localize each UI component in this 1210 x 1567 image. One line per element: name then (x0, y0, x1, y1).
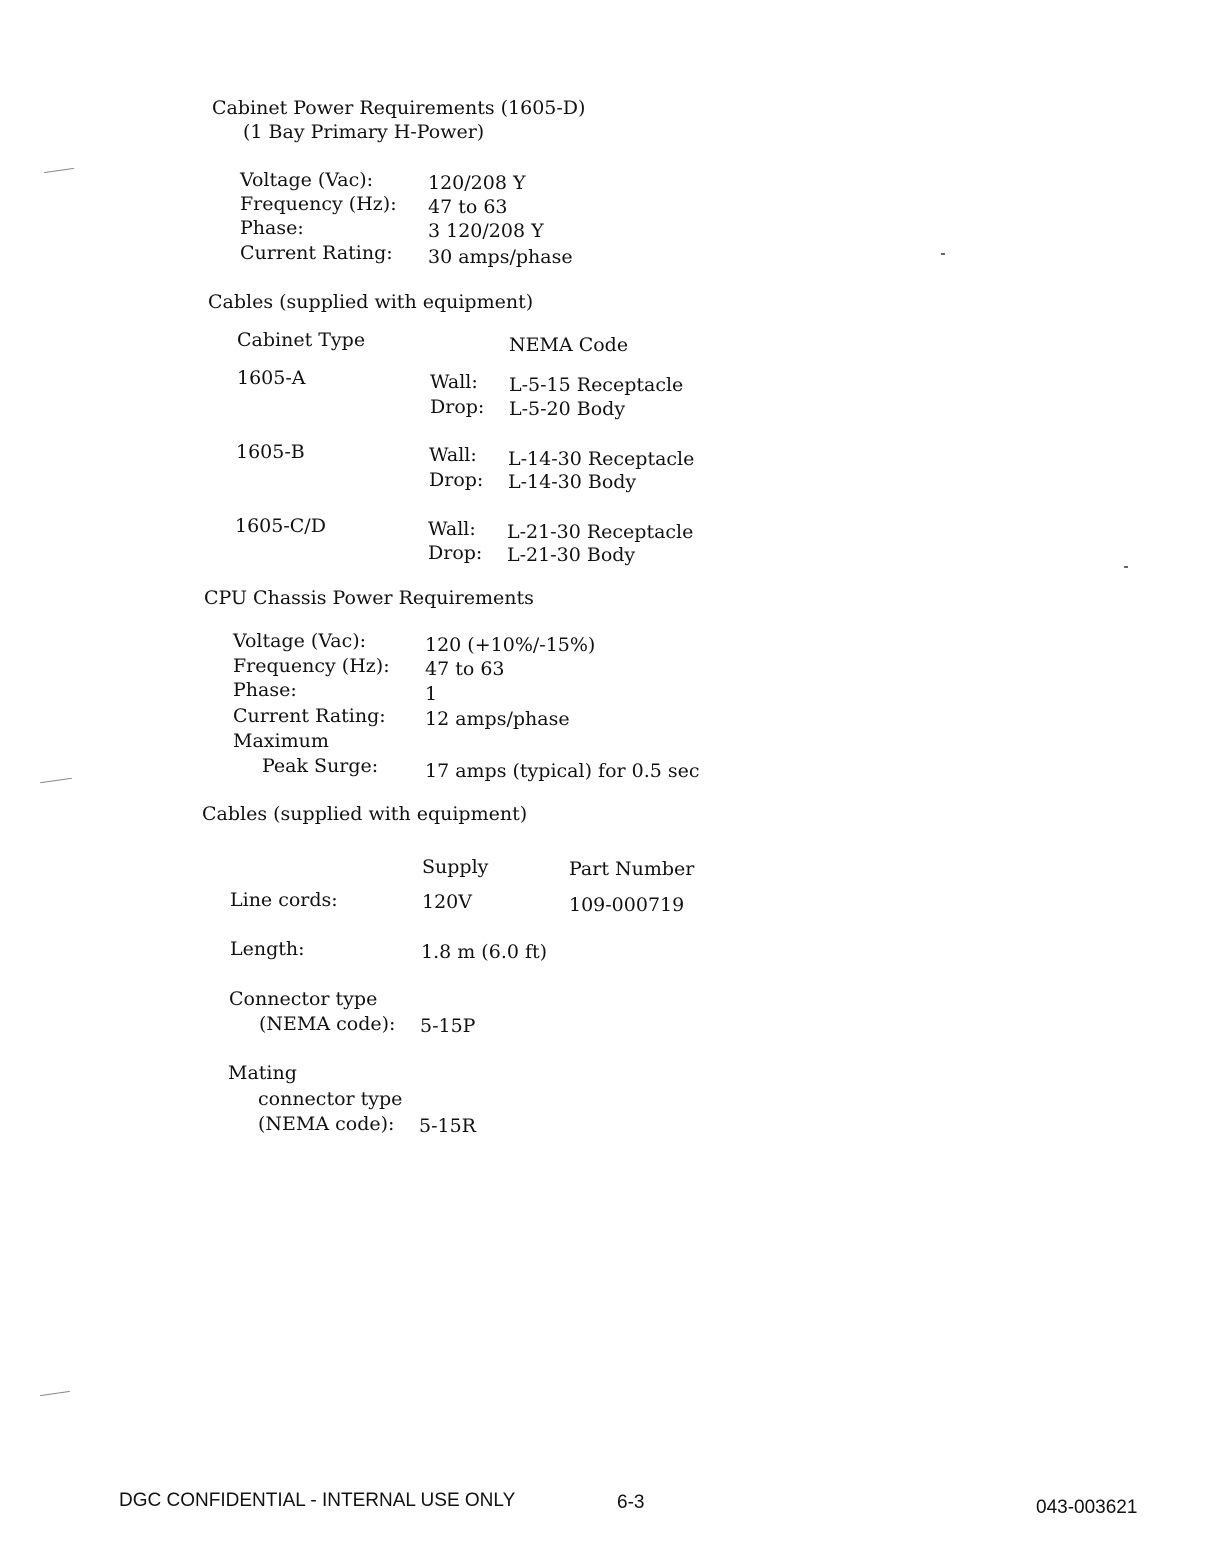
section-title-cabinet-power: Cabinet Power Requirements (1605-D) (212, 97, 586, 119)
cpu-spec-value-voltage: 120 (+10%/-15%) (425, 634, 596, 656)
wall-code-a: L-5-15 Receptacle (509, 374, 684, 396)
cpu-spec-label-current: Current Rating: (233, 705, 386, 727)
cables-title-cpu: Cables (supplied with equipment) (202, 803, 528, 825)
drop-label-b: Drop: (429, 469, 484, 491)
header-nema-code: NEMA Code (509, 334, 629, 356)
line-cords-label: Line cords: (230, 889, 338, 911)
drop-code-a: L-5-20 Body (509, 398, 626, 420)
drop-code-b: L-14-30 Body (508, 471, 637, 493)
drop-code-cd: L-21-30 Body (507, 544, 636, 566)
scan-mark-top (44, 168, 74, 173)
connector-value: 5-15P (420, 1015, 476, 1037)
scan-mark-middle (40, 778, 72, 783)
wall-label-cd: Wall: (428, 518, 476, 540)
section-subtitle: (1 Bay Primary H-Power) (243, 121, 485, 143)
wall-code-b: L-14-30 Receptacle (508, 448, 695, 470)
drop-label-a: Drop: (430, 396, 485, 418)
connector-type-label: Connector type (229, 988, 378, 1010)
cpu-spec-label-frequency: Frequency (Hz): (233, 655, 390, 677)
cpu-spec-label-voltage: Voltage (Vac): (233, 630, 367, 652)
line-cords-supply: 120V (422, 891, 472, 913)
line-cords-part-number: 109-000719 (569, 894, 685, 916)
spec-value-frequency: 47 to 63 (428, 196, 508, 218)
spec-label-voltage: Voltage (Vac): (240, 169, 374, 191)
cpu-spec-value-current: 12 amps/phase (425, 708, 570, 730)
section-title-cpu-power: CPU Chassis Power Requirements (204, 587, 534, 609)
header-cabinet-type: Cabinet Type (237, 329, 366, 351)
cpu-spec-value-frequency: 47 to 63 (425, 658, 505, 680)
scan-speck (941, 253, 945, 255)
cables-title: Cables (supplied with equipment) (208, 291, 534, 313)
scan-mark-bottom (40, 1391, 70, 1396)
spec-label-phase: Phase: (240, 217, 304, 239)
wall-label-b: Wall: (429, 444, 477, 466)
spec-value-phase: 3 120/208 Y (428, 220, 544, 242)
mating-nema-label: (NEMA code): (258, 1113, 395, 1135)
scan-speck (1124, 566, 1128, 568)
mating-value: 5-15R (419, 1115, 476, 1137)
spec-value-voltage: 120/208 Y (428, 172, 526, 194)
cpu-spec-label-phase: Phase: (233, 679, 297, 701)
cpu-spec-value-peak-surge: 17 amps (typical) for 0.5 sec (425, 760, 700, 782)
cpu-spec-label-maximum: Maximum (233, 730, 329, 752)
connector-nema-label: (NEMA code): (259, 1013, 396, 1035)
footer-confidential: DGC CONFIDENTIAL - INTERNAL USE ONLY (119, 1490, 516, 1511)
cpu-spec-value-phase: 1 (425, 683, 438, 705)
footer-page-number: 6-3 (617, 1492, 645, 1513)
cabinet-type-a: 1605-A (237, 367, 306, 389)
header-supply: Supply (422, 856, 489, 878)
spec-label-frequency: Frequency (Hz): (240, 193, 397, 215)
footer-doc-number: 043-003621 (1036, 1497, 1138, 1518)
header-part-number: Part Number (569, 858, 695, 880)
length-value: 1.8 m (6.0 ft) (421, 941, 548, 963)
length-label: Length: (230, 938, 305, 960)
cpu-spec-label-peak-surge: Peak Surge: (262, 755, 379, 777)
cabinet-type-cd: 1605-C/D (235, 515, 326, 537)
spec-value-current: 30 amps/phase (428, 246, 573, 268)
cabinet-type-b: 1605-B (236, 441, 305, 463)
mating-connector-type-label: connector type (258, 1088, 403, 1110)
mating-label: Mating (228, 1062, 297, 1084)
spec-label-current: Current Rating: (240, 242, 393, 264)
drop-label-cd: Drop: (428, 542, 483, 564)
wall-label-a: Wall: (430, 371, 478, 393)
wall-code-cd: L-21-30 Receptacle (507, 521, 694, 543)
